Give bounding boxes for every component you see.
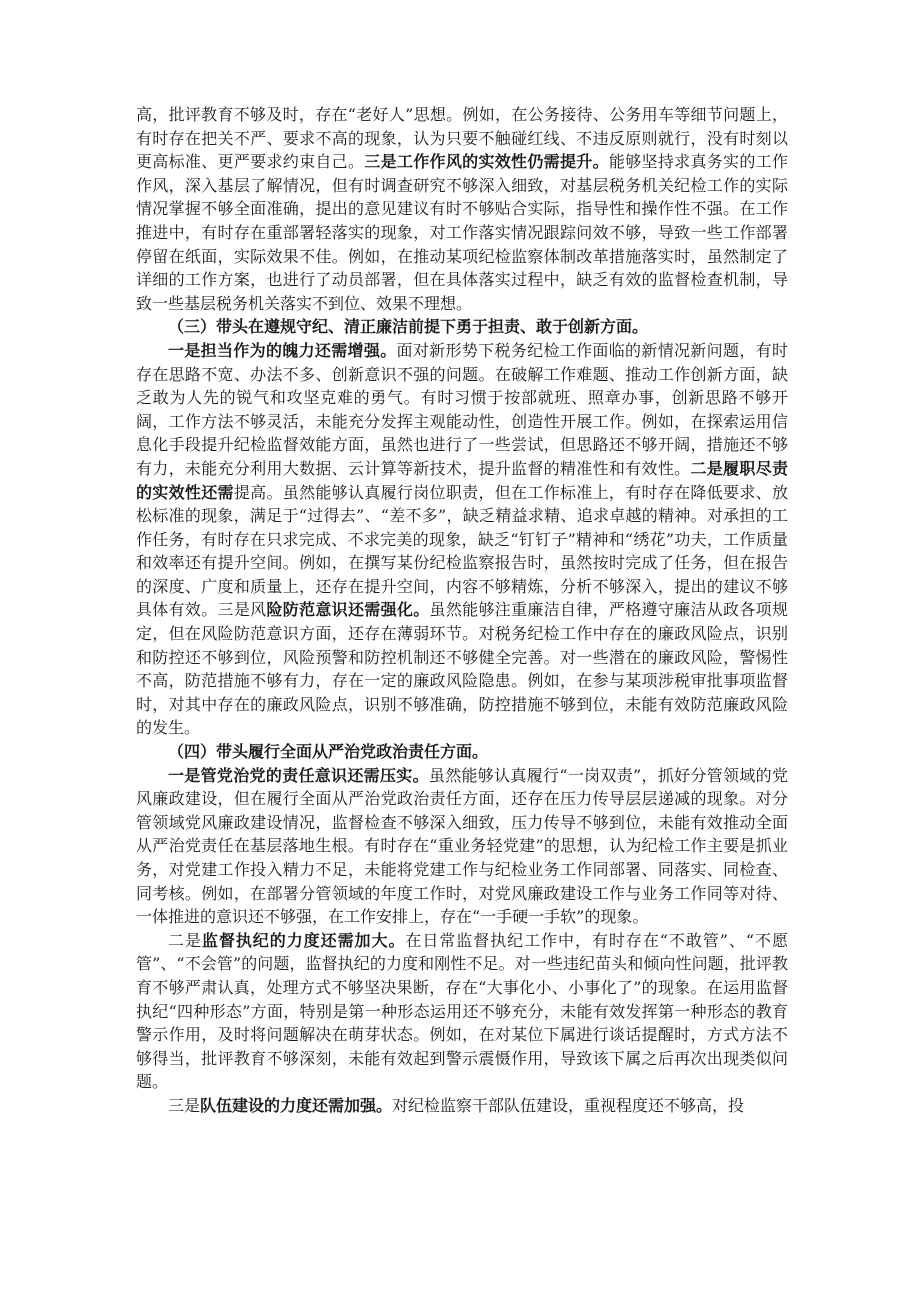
text-segment: 虽然能够注重廉洁自律，严格遵守廉洁从政各项规定，但在风险防范意识方面，还存在薄弱环节。对税务纪检工作中存在的廉政风险点，识别和防控还不够到位，风险预警和防控机制还不够健全完善。对一些潜在的廉政风险，警惕性不高，防范措施不够有力，存在一定的廉政风险隐患。例如，在参与某项涉税审批事项监督时，对其中存在的廉政风险点，识别不够准确，防控措施不够到位，未能有效防范廉政风险的发生。 [136,600,788,738]
text-segment: 虽然能够认真履行“一岗双责”，抓好分管领域的党风廉政建设，但在履行全面从严治党政治责任方面，还存在压力传导层层递减的现象。对分管领域党风廉政建设情况，监督检查不够深入细致，压力传导不够到位，未能有效推动全面从严治党责任在基层落地生根。有时存在“重业务轻党建”的思想，认为纪检工作主要是抓业务，对党建工作投入精力不足，未能将党建工作与纪检业务工作同部署、同落实、同检查、同考核。例如，在部署分管领域的年度工作时，对党风廉政建设工作与业务工作同等对待、一体推进的意识还不够强，在工作安排上，存在“一手硬一手软”的现象。 [136,765,788,927]
paragraph [136,740,788,764]
bold-text-segment: 一是担当作为的魄力还需增强。 [168,340,397,360]
bold-text-segment: 监督执纪的力度还需加大。 [201,930,406,950]
bold-text-segment: 队伍建设的力度还需加强。 [200,1095,393,1115]
text-segment: 能够坚持求真务实的工作作风，深入基层了解情况，但有时调查研究不够深入细致，对基层税务机关纪检工作的实际情况掌握不够全面准确，提出的意见建议有时不够贴合实际，指导性和操作性不强。在工作推进中，有时存在重部署轻落实的现象，对工作落实情况跟踪问效不够，导致一些工作部署停留在纸面，实际效果不佳。例如，在推动某项纪检监察体制改革措施落实时，虽然制定了详细的工作方案，也进行了动员部署，但在具体落实过程中，缺乏有效的监督检查机制，导致一些基层税务机关落实不到位、效果不理想。 [136,152,788,313]
text-segment: 面对新形势下税务纪检工作面临的新情况新问题，有时存在思路不宽、办法不多、创新意识不强的问题。在破解工作难题、推动工作创新方面，缺乏敢为人先的锐气和攻坚克难的勇气。有时习惯于按部就班、照章办事，创新思路不够开阔，工作方法不够灵活，未能充分发挥主观能动性，创造性开展工作。例如，在探索运用信息化手段提升纪检监督效能方面，虽然也进行了一些尝试，但思路还不够开阔，措施还不够有力，未能充分利用大数据、云计算等新技术，提升监督的精准性和有效性。 [136,340,788,478]
bold-text-segment: 三是工作作风的实效性仍需提升。 [364,152,609,172]
paragraph [136,764,788,929]
paragraph [136,929,788,1094]
bold-text-segment: 一是管党治党的责任意识还需压实。 [168,765,429,785]
text-segment: 在日常监督执纪工作中，有时存在“不敢管”、“不愿管”、“不会管”的问题，监督执纪的力度和刚性不足。对一些违纪苗头和倾向性问题，批评教育不够严肃认真，处理方式不够坚决果断，存在“大事化小、小事化了”的现象。在运用监督执纪“四种形态”方面，特别是第一种形态运用还不够充分，未能有效发挥第一种形态的教育警示作用，及时将问题解决在萌芽状态。例如，在对某位下属进行谈话提醒时，方式方法不够得当，批评教育不够深刻，未能有效起到警示震慑作用，导致该下属之后再次出现类似问题。 [136,930,788,1092]
text-segment: 三是 [168,1095,201,1115]
paragraph [136,339,788,740]
text-segment: 对纪检监察干部队伍建设，重视程度还不够高，投 [392,1095,745,1115]
bold-text-segment: （四）带头履行全面从严治党政治责任方面。 [168,742,489,762]
paragraph [136,1094,788,1118]
bold-text-segment: （三）带头在遵规守纪、清正廉洁前提下勇于担责、敢于创新方面。 [168,317,649,337]
text-segment: 高，批评教育不够及时，存在“老好人”思想。例如，在公务接待、公务用车等细节问题上，有时存在把关不严、要求不高的现象，认为只要不触碰红线、不违反原则就行，没有时刻以更高标准、更严要求约束自己。 [136,105,788,172]
document-body [136,103,788,1118]
bold-text-segment: 二是履职尽责的实效性还需 [136,458,788,502]
text-segment: 二是 [168,930,202,950]
paragraph [136,103,788,315]
paragraph [136,315,788,339]
bold-text-segment: 险防范意识还需强化。 [266,600,430,620]
text-segment: 提高。虽然能够认真履行岗位职责，但在工作标准上，有时存在降低要求、放松标准的现象，满足于“过得去”、“差不多”，缺乏精益求精、追求卓越的精神。对承担的工作任务，有时存在只求完成、不求完美的现象，缺乏“钉钉子”精神和“绣花”功夫，工作质量和效率还有提升空间。例如，在撰写某份纪检监察报告时，虽然按时完成了任务，但在报告的深度、广度和质量上，还存在提升空间，内容不够精炼，分析不够深入，提出的建议不够具体有效。三是风 [136,482,788,620]
